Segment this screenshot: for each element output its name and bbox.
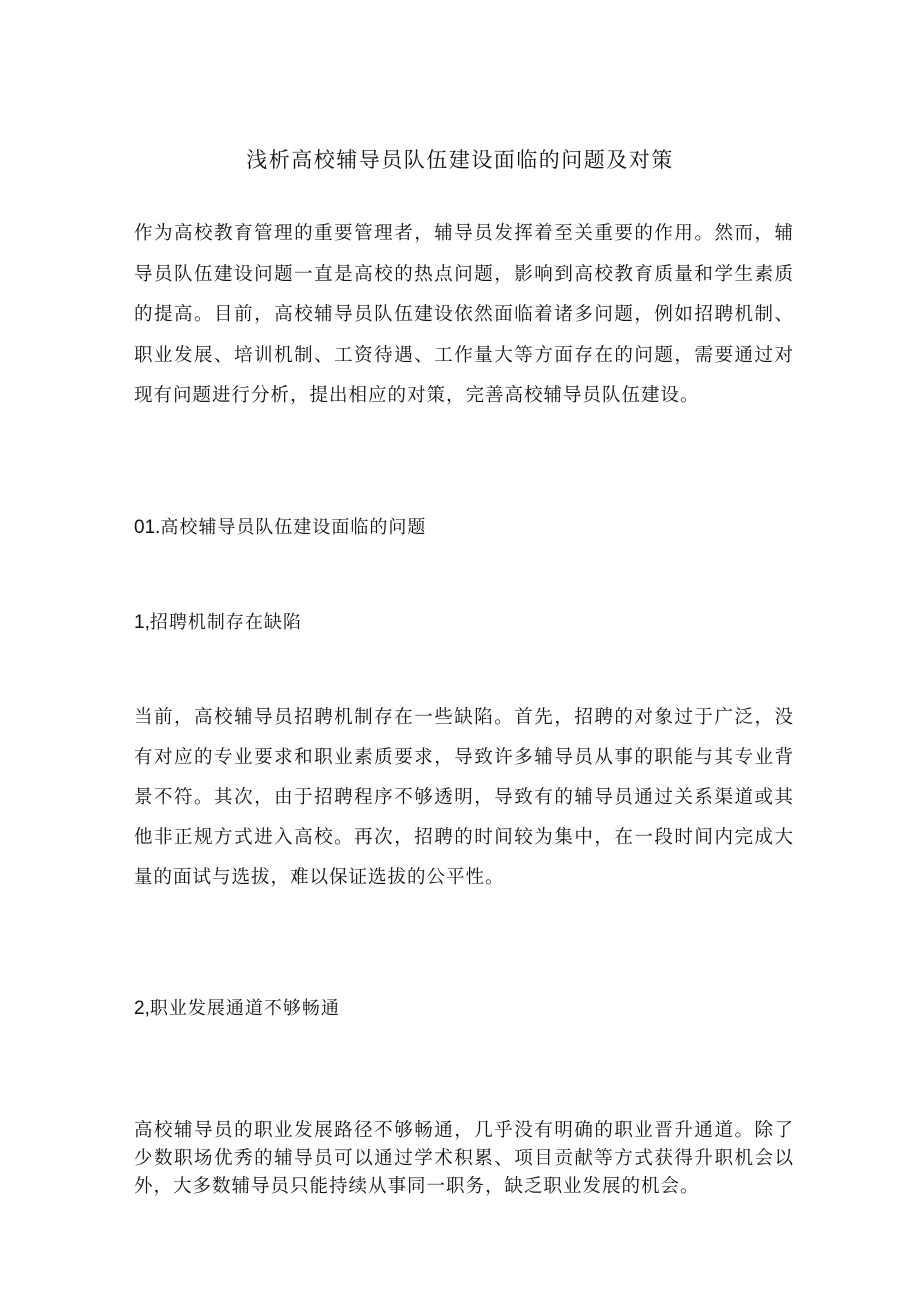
item-1-heading-text: 招聘机制存在缺陷 [149,612,302,633]
intro-paragraph: 作为高校教育管理的重要管理者，辅导员发挥着至关重要的作用。然而，辅导员队伍建设问题一直是高校的热点问题，影响到高校教育质量和学生素质的提高。目前，高校辅导员队伍建设依然面临着诸多问题，例如招聘机制、职业发展、培训机制、工资待遇、工作量大等方面存在的问题，需要通过对现有问题进行分析，提出相应的对策，完善高校辅导员队伍建设。 [134,223,794,406]
item-2-heading [134,994,340,1024]
section-01-number: 01. [134,517,161,538]
section-01-heading-text: 高校辅导员队伍建设面临的问题 [160,517,427,538]
item-1-heading [134,608,302,638]
item-2-paragraph: 高校辅导员的职业发展路径不够畅通，几乎没有明确的职业晋升通道。除了少数职场优秀的辅导员可以通过学术积累、项目贡献等方式获得升职机会以外，大多数辅导员只能持续从事同一职务，缺乏职业发展的机会。 [134,1120,794,1197]
section-01-heading [134,513,426,543]
document-title: 浅析高校辅导员队伍建设面临的问题及对策 [246,148,674,172]
item-1-paragraph: 当前，高校辅导员招聘机制存在一些缺陷。首先，招聘的对象过于广泛，没有对应的专业要求和职业素质要求，导致许多辅导员从事的职能与其专业背景不符。其次，由于招聘程序不够透明，导致有的辅导员通过关系渠道或其他非正规方式进入高校。再次，招聘的时间较为集中，在一段时间内完成大量的面试与选拔，难以保证选拔的公平性。 [134,707,794,888]
item-1-number: 1, [134,612,150,633]
item-2-number: 2, [134,998,150,1019]
item-2-heading-text: 职业发展通道不够畅通 [149,998,340,1019]
